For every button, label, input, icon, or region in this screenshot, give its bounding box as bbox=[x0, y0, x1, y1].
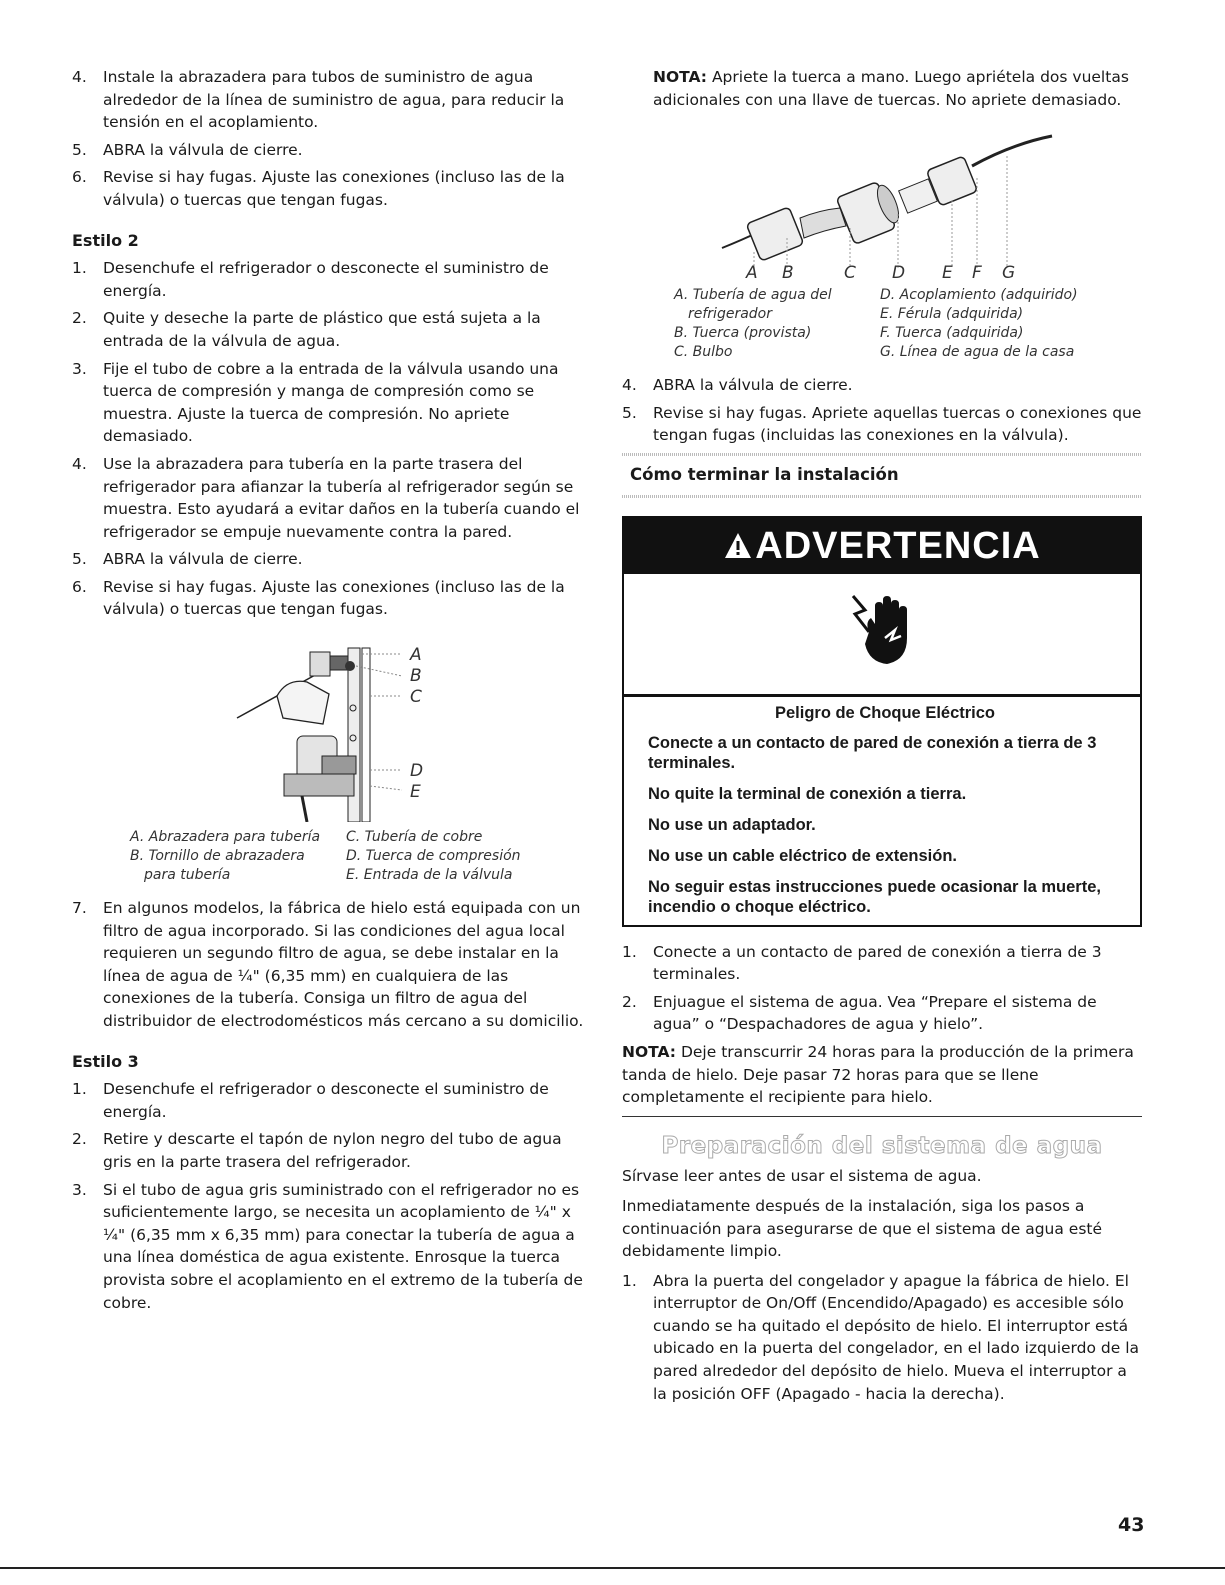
figure2-label-b: B bbox=[782, 263, 794, 279]
valve-clamp-illustration bbox=[72, 626, 590, 822]
warning-line: No use un adaptador. bbox=[648, 815, 816, 834]
list-item: 5. ABRA la válvula de cierre. bbox=[72, 140, 303, 159]
list-item: 1. Desenchufe el refrigerador o desconecte el suministro de energía. bbox=[72, 1080, 549, 1121]
warning-icon-area bbox=[624, 574, 1140, 697]
list-item: 1. Abra la puerta del congelador y apague la fábrica de hielo. El interruptor de On/Off (Encendido/Apagado) es accesible sólo cuando se ha quitado el depósito de hielo. El interruptor está ubicado en la puerta del congelador, en el lado izquierdo de la pared alrededor del depósito de hielo. Mueva el interruptor a la posición OFF (Apagado - hacia la derecha). bbox=[622, 1271, 1140, 1403]
left-column bbox=[72, 0, 590, 1319]
note-tighten: NOTA: Apriete la tuerca a mano. Luego apriétela dos vueltas adicionales con una llave de tuercas. No apriete demasiado. bbox=[653, 68, 1129, 109]
figure1-caption: A. Abrazadera para tubería bbox=[130, 829, 321, 846]
list-item: 6. Revise si hay fugas. Ajuste las conexiones (incluso las de la válvula) o tuercas que tengan fugas. bbox=[72, 577, 565, 619]
bottom-rule bbox=[0, 1567, 1225, 1569]
figure2-caption: E. Férula (adquirida) bbox=[880, 306, 1024, 323]
figure2-caption: D. Acoplamiento (adquirido) bbox=[880, 287, 1078, 304]
figure2-label-a: A bbox=[746, 263, 758, 279]
right-column bbox=[622, 0, 1142, 1410]
list-item: 2. Retire y descarte el tapón de nylon negro del tubo de agua gris en la parte trasera del refrigerador. bbox=[72, 1130, 562, 1171]
figure2-label-e: E bbox=[942, 263, 953, 279]
warning-line: No seguir estas instrucciones puede ocasionar la muerte, incendio o choque eléctrico. bbox=[648, 877, 1101, 916]
warning-triangle-icon bbox=[723, 531, 753, 561]
figure1-caption: D. Tuerca de compresión bbox=[346, 848, 521, 865]
figure1-label-a: A bbox=[410, 645, 422, 666]
prep-instructions: Inmediatamente después de la instalación, siga los pasos a continuación para asegurarse de que el sistema de agua esté debidamente limpio. bbox=[622, 1196, 1103, 1261]
warning-header: ADVERTENCIA bbox=[624, 518, 1140, 574]
section-divider bbox=[622, 453, 1142, 456]
style2-heading: Estilo 2 bbox=[72, 230, 139, 250]
figure-fittings bbox=[622, 118, 1142, 278]
figure2-caption: F. Tuerca (adquirida) bbox=[880, 325, 1024, 342]
page-number: 43 bbox=[1118, 1514, 1145, 1536]
list-item: 6. Revise si hay fugas. Ajuste las conexiones (incluso las de la válvula) o tuercas que tengan fugas. bbox=[72, 168, 565, 209]
figure1-label-e: E bbox=[410, 782, 421, 803]
figure1-label-b: B bbox=[410, 666, 422, 687]
figure2-label-f: F bbox=[972, 263, 982, 279]
warning-line: Conecte a un contacto de pared de conexión a tierra de 3 terminales. bbox=[648, 733, 1097, 772]
prep-heading: Preparación del sistema de agua bbox=[661, 1132, 1103, 1159]
style3-steps bbox=[72, 1078, 590, 1314]
figure2-caption: A. Tubería de agua del refrigerador bbox=[674, 287, 832, 323]
fittings-illustration bbox=[622, 118, 1142, 278]
warning-body bbox=[624, 697, 1140, 925]
figure2-captions bbox=[674, 286, 1142, 362]
style3-heading: Estilo 3 bbox=[72, 1051, 139, 1071]
divider-line bbox=[622, 1116, 1142, 1117]
figure-valve-clamp bbox=[72, 626, 590, 822]
step-7 bbox=[72, 897, 590, 1033]
figure2-label-g: G bbox=[1002, 263, 1016, 279]
prep-steps bbox=[622, 1270, 1142, 1406]
figure2-caption: B. Tuerca (provista) bbox=[674, 325, 812, 342]
electric-shock-hand-icon bbox=[847, 588, 917, 678]
list-item: 4. Use la abrazadera para tubería en la parte trasera del refrigerador para afianzar la tubería al refrigerador según se muestra. Esto ayudará a evitar daños en la tubería cuando el refrigerador se empuje nuevamente contra la pared. bbox=[72, 454, 580, 541]
figure1-captions bbox=[130, 828, 590, 885]
figure1-caption: E. Entrada de la válvula bbox=[346, 867, 513, 884]
section-heading: Cómo terminar la instalación bbox=[630, 464, 899, 484]
warning-line: No quite la terminal de conexión a tierra. bbox=[648, 784, 967, 803]
style1-steps bbox=[72, 66, 590, 212]
note-ice: NOTA: Deje transcurrir 24 horas para la producción de la primera tanda de hielo. Deje pasar 72 horas para que se llene completamente el recipiente para hielo. bbox=[622, 1042, 1134, 1107]
figure1-caption: C. Tubería de cobre bbox=[346, 829, 483, 846]
list-item: 4. Instale la abrazadera para tubos de suministro de agua alrededor de la línea de suministro de agua, para reducir la tensión en el acoplamiento. bbox=[72, 68, 565, 132]
list-item: 3. Si el tubo de agua gris suministrado con el refrigerador no es suficientemente largo, se necesita un acoplamiento de ¼" x ¼" (6,35 mm x 6,35 mm) para conectar la tubería de agua a una línea doméstica de agua existente. Enrosque la tuerca provista sobre el acoplamiento en el extremo de la tubería de cobre. bbox=[72, 1180, 583, 1312]
list-item: 1. Conecte a un contacto de pared de conexión a tierra de 3 terminales. bbox=[622, 942, 1102, 984]
figure1-label-c: C bbox=[410, 687, 422, 708]
finish-steps bbox=[622, 941, 1142, 1036]
list-item: 7. En algunos modelos, la fábrica de hielo está equipada con un filtro de agua incorporado. Si las condiciones del agua local requieren un segundo filtro de agua, se debe instalar en la línea de agua de ¼" (6,35 mm) en cualquiera de las conexiones de la tubería. Consiga un filtro de agua del distribuidor de electrodomésticos más cercano a su domicilio. bbox=[72, 899, 584, 1031]
section-divider bbox=[622, 495, 1142, 498]
figure2-label-c: C bbox=[844, 263, 856, 279]
steps-after-figure bbox=[622, 374, 1142, 447]
list-item: 4. ABRA la válvula de cierre. bbox=[622, 376, 853, 395]
list-item: 3. Fije el tubo de cobre a la entrada de la válvula usando una tuerca de compresión y manga de compresión como se muestra. Ajuste la tuerca de compresión. No apriete demasiado. bbox=[72, 359, 559, 446]
figure1-caption: B. Tornillo de abrazadera para tubería bbox=[130, 848, 305, 884]
figure1-label-d: D bbox=[410, 761, 424, 782]
style2-steps bbox=[72, 257, 590, 621]
prep-intro: Sírvase leer antes de usar el sistema de agua. bbox=[622, 1167, 982, 1186]
list-item: 5. ABRA la válvula de cierre. bbox=[72, 550, 303, 569]
figure2-caption: C. Bulbo bbox=[674, 344, 733, 361]
figure2-caption: G. Línea de agua de la casa bbox=[880, 344, 1075, 361]
list-item: 5. Revise si hay fugas. Apriete aquellas tuercas o conexiones que tengan fugas (incluidas las conexiones en la válvula). bbox=[622, 403, 1142, 445]
list-item: 1. Desenchufe el refrigerador o desconecte el suministro de energía. bbox=[72, 259, 549, 300]
warning-title: Peligro de Choque Eléctrico bbox=[774, 703, 996, 722]
figure2-label-d: D bbox=[892, 263, 906, 279]
list-item: 2. Enjuague el sistema de agua. Vea “Prepare el sistema de agua” o “Despachadores de agua y hielo”. bbox=[622, 992, 1097, 1034]
warning-line: No use un cable eléctrico de extensión. bbox=[648, 846, 958, 865]
list-item: 2. Quite y deseche la parte de plástico que está sujeta a la entrada de la válvula de agua. bbox=[72, 309, 541, 350]
warning-box bbox=[622, 516, 1142, 927]
